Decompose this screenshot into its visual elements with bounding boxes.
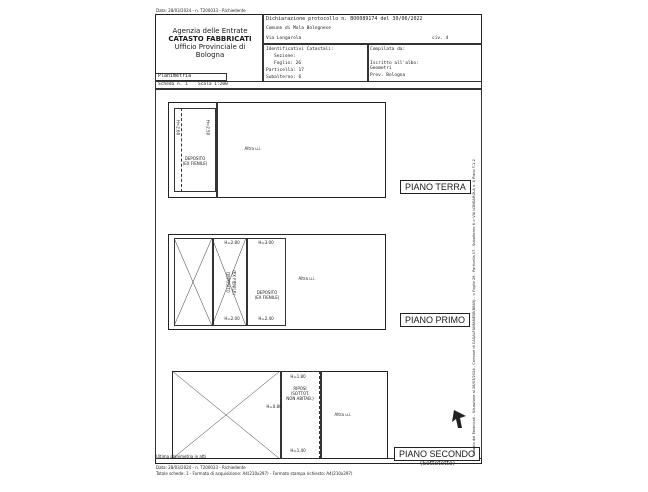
header-divider [262, 14, 264, 82]
compilata-block [370, 46, 419, 79]
identificativi-sezione: Sezione: [274, 54, 296, 59]
header-hline [262, 43, 482, 45]
side-text-column [472, 96, 482, 456]
identificativi-title: Identificativi Catastali: [266, 47, 334, 52]
piano-terra-label: PIANO TERRA [400, 180, 471, 194]
secondo-ripostiglio: RIPOSI [293, 386, 307, 391]
secondo-h2: H=0.80 [266, 404, 282, 409]
primo-deposito2-sub: (EX FIENILE) [254, 295, 280, 300]
primo-h2: H=3.00 [258, 240, 274, 245]
secondo-dashed-room [280, 371, 320, 459]
terra-deposito-sub: (EX FIENILE) [182, 161, 208, 166]
dichiarazione-protocol: Dichiarazione protocollo n. BO0089174 del 30/06/2022 [266, 16, 423, 22]
primo-h4: H=2.40 [258, 316, 274, 321]
compilata-iscritto: Iscritto all'albo: [370, 61, 419, 66]
primo-deposito1-sub: (EX FIENILE) [231, 270, 237, 295]
piano-secondo-label: PIANO SECONDO [394, 447, 480, 461]
side-text: Catasto dei Fabbricati - Situazione al 28/03/2024 - Comune di CASALFIUMANESE(B849) - < Foglio 26 - Particella 17 - Subalterno 6 > VIA LONGAROLA n. 4 Piano T-1-2 [472, 159, 476, 456]
planimetria-scheda: Scheda n. 1 [158, 82, 188, 87]
secondo-ripostiglio3: NON ABITAB.) [286, 396, 314, 401]
identificativi-subalterno: Subalterno: 6 [266, 75, 302, 80]
terra-deposito-label: DEPOSITO [184, 156, 206, 161]
secondo-cross [172, 371, 280, 459]
piano-primo-label: PIANO PRIMO [400, 313, 470, 327]
agency-line4: Bologna [195, 51, 225, 59]
piano-secondo-sub: (Sottotetto) [420, 460, 455, 467]
secondo-altra-label: Altra u.i. [334, 412, 352, 417]
footer-totale: Totale schede: 1 - Formato di acquisizione: A4(210x297) - Formato stampa richiesto: A4(210x297) [156, 471, 353, 476]
terra-h1: H=2.60 [175, 119, 181, 136]
terra-wall [216, 102, 218, 198]
primo-h3: H=2.00 [224, 316, 240, 321]
compilata-geometri: Geometri [370, 66, 392, 71]
north-arrow-icon [452, 408, 468, 430]
identificativi-block [266, 46, 334, 81]
footer-ultima: Ultima planimetria in atti [156, 454, 207, 459]
terra-h2: H=2.50 [205, 119, 211, 136]
secondo-wall-2 [320, 371, 322, 459]
compilata-prov: Prov. Bologna [370, 73, 406, 78]
primo-deposito2: DEPOSITO [256, 290, 278, 295]
agency-line1: Agenzia delle Entrate [172, 27, 248, 35]
terra-altra-label: Altra u.i. [244, 146, 262, 151]
primo-h1: H=2.80 [224, 240, 240, 245]
primo-deposito1: DEPOSITO [225, 272, 231, 293]
agency-block [160, 27, 260, 59]
dichiarazione-via: Via Longarola [266, 36, 302, 41]
planimetria-scala: Scala 1:200 [198, 82, 228, 87]
footer-data: Data: 28/03/2024 - n. T200033 - Richiedente [156, 465, 246, 470]
header-date: Data: 28/03/2024 - n. T200033 - Richiedente [156, 8, 246, 13]
agency-line3: Ufficio Provinciale di [174, 43, 246, 51]
header-vline [367, 43, 369, 82]
dichiarazione-comune: Comune di Mola Bolognese [266, 26, 332, 31]
primo-altra-label: Altra u.i. [298, 276, 316, 281]
compilata-title: Compilata da: [370, 47, 406, 52]
identificativi-particella: Particella: 17 [266, 68, 304, 73]
agency-line2: CATASTO FABBRICATI [168, 35, 252, 43]
secondo-h3: H=1.40 [290, 448, 306, 453]
identificativi-foglio: Foglio: 26 [274, 61, 302, 66]
secondo-ripostiglio2: (SOTTOT. [290, 391, 310, 396]
secondo-h1: H=1.80 [290, 374, 306, 379]
dichiarazione-civ: civ. 4 [432, 36, 449, 41]
planimetria-title: Planimetria [158, 73, 192, 79]
